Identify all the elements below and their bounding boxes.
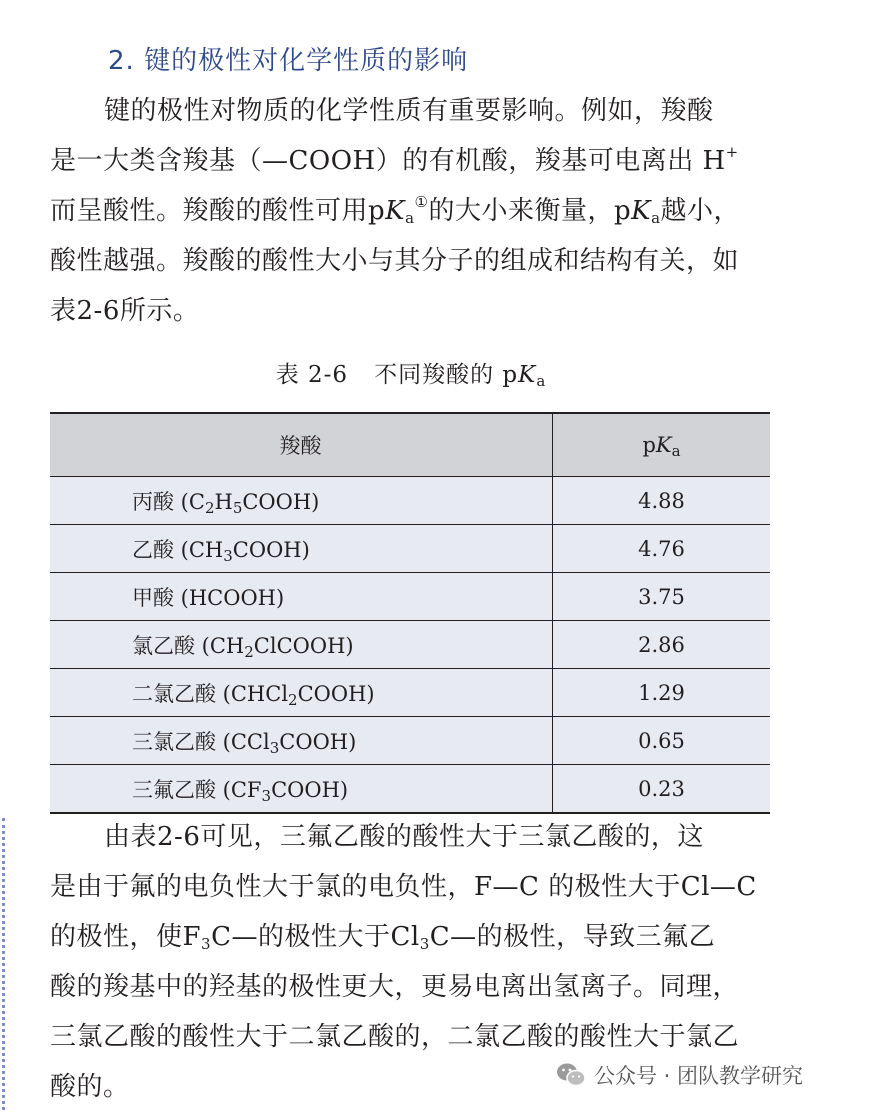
watermark: [556, 1058, 803, 1092]
table-row: [50, 525, 770, 573]
intro-line-2-text: 是一大类含羧基（—COOH）的有机酸，羧基可电离出 H: [50, 146, 726, 176]
table-caption-a: a: [536, 372, 547, 390]
table-caption-k: K: [518, 362, 537, 388]
table-row: [50, 717, 770, 765]
intro-line-1: 键的极性对物质的化学性质有重要影响。例如，羧酸: [104, 96, 714, 126]
table-caption-text: 不同羧酸的 p: [374, 362, 519, 388]
pka-value: 3.75: [553, 573, 771, 621]
acid-name-sub: 2: [244, 642, 254, 661]
intro-line-3-text-b: 的大小来衡量，p: [428, 196, 632, 226]
acid-name: [50, 621, 553, 669]
wechat-icon: [556, 1062, 586, 1088]
margin-dotted-line: [2, 818, 5, 1110]
acid-name-text: H: [214, 489, 233, 514]
header-carboxylic-acid: 羧酸: [50, 413, 553, 477]
acid-name-sub: 3: [223, 546, 233, 565]
acid-name-text: 氯乙酸 (CH: [132, 633, 245, 658]
pka-k-2: K: [631, 196, 652, 226]
explanation-line-3-text-c: C—的极性，导致三氟乙: [429, 922, 716, 952]
intro-paragraph: [50, 86, 772, 336]
acid-name-text: COOH): [271, 777, 349, 802]
header-pka: [553, 413, 771, 477]
explanation-line-3-text-b: C—的极性大于Cl: [211, 922, 420, 952]
acid-name: [50, 573, 553, 621]
acid-name-text: 丙酸 (C: [132, 489, 205, 514]
table-row: [50, 669, 770, 717]
explanation-line-3: [50, 912, 772, 962]
pka-value: 1.29: [553, 669, 771, 717]
intro-line-5: 表2-6所示。: [50, 296, 200, 326]
table-caption: [0, 356, 822, 389]
intro-line-3: [50, 186, 772, 236]
h-plus-superscript: +: [725, 143, 739, 161]
explanation-line-4: 酸的羧基中的羟基的极性更大，更易电离出氢离子。同理，: [50, 972, 740, 1002]
acid-name-text: COOH): [232, 537, 310, 562]
acid-name-sub: 5: [232, 498, 243, 517]
intro-line-3-text-a: 而呈酸性。羧酸的酸性可用p: [50, 196, 386, 226]
acid-name-text: 乙酸 (CH: [132, 537, 224, 562]
table-header-row: [50, 413, 770, 477]
pka-a-subscript: a: [405, 209, 415, 227]
acid-name-text: 二氯乙酸 (CHCl: [132, 681, 289, 706]
acid-name-sub: 3: [269, 738, 280, 757]
table-row: [50, 621, 770, 669]
pka-value: 4.76: [553, 525, 771, 573]
acid-name: [50, 669, 553, 717]
pka-value: 0.23: [553, 765, 771, 814]
footnote-marker[interactable]: ①: [414, 193, 429, 211]
pka-table: [50, 412, 770, 814]
intro-line-3-text-c: 越小，: [660, 196, 741, 226]
acid-name-sub: 2: [288, 690, 298, 709]
intro-line-2: [50, 136, 772, 186]
pka-k: K: [385, 196, 406, 226]
acid-name: [50, 477, 553, 525]
header-k: K: [655, 433, 672, 457]
table-row: [50, 573, 770, 621]
acid-name-text: COOH): [279, 729, 357, 754]
acid-name: [50, 717, 553, 765]
explanation-line-2: 是由于氟的电负性大于氯的电负性，F—C 的极性大于Cl—C: [50, 872, 757, 902]
table-row: [50, 477, 770, 525]
acid-name-text: 甲酸 (HCOOH): [132, 585, 285, 610]
explanation-line-3-text-a: 的极性，使F: [50, 922, 202, 952]
acid-name-text: COOH): [242, 489, 320, 514]
explanation-line-5: 三氯乙酸的酸性大于二氯乙酸的，二氯乙酸的酸性大于氯乙: [50, 1022, 740, 1052]
pka-value: 2.86: [553, 621, 771, 669]
intro-line-4: 酸性越强。羧酸的酸性大小与其分子的组成和结构有关，如: [50, 246, 740, 276]
pka-value: 0.65: [553, 717, 771, 765]
acid-name: [50, 765, 553, 814]
pka-a-subscript-2: a: [651, 209, 661, 227]
acid-name-sub: 2: [204, 498, 215, 517]
pka-value: 4.88: [553, 477, 771, 525]
acid-name-text: COOH): [297, 681, 375, 706]
section-heading: 2. 键的极性对化学性质的影响: [108, 46, 469, 76]
table-row: [50, 765, 770, 814]
table-caption-label: 表 2-6: [275, 362, 349, 388]
acid-name-text: ClCOOH): [253, 633, 354, 658]
watermark-text: 公众号 · 团队教学研究: [594, 1064, 804, 1088]
f3-subscript: 3: [201, 935, 212, 953]
header-a: a: [671, 442, 681, 460]
explanation-line-1: 由表2-6可见，三氟乙酸的酸性大于三氯乙酸的，这: [104, 822, 704, 852]
header-p: p: [642, 433, 656, 457]
explanation-line-6: 酸的。: [50, 1072, 130, 1102]
acid-name-text: 三氯乙酸 (CCl: [132, 729, 270, 754]
acid-name-sub: 3: [261, 786, 272, 805]
acid-name-text: 三氟乙酸 (CF: [132, 777, 262, 802]
acid-name: [50, 525, 553, 573]
cl3-subscript: 3: [419, 935, 430, 953]
